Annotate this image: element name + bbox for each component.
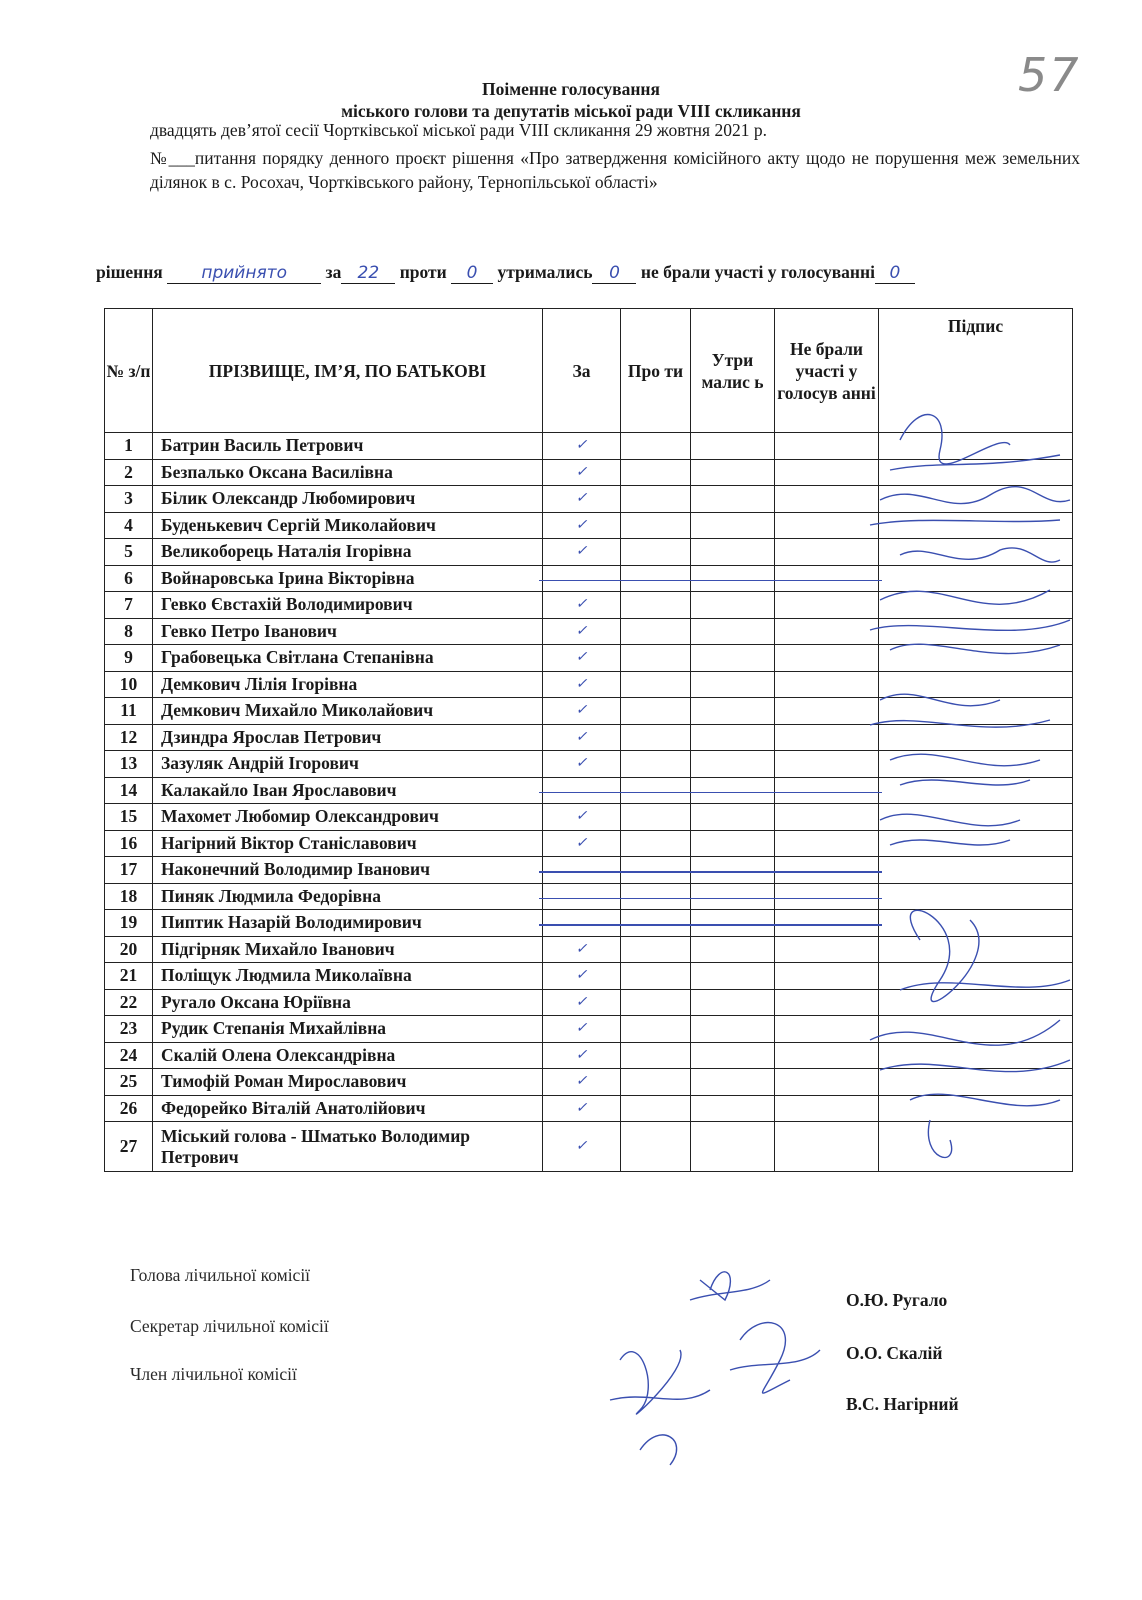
- vote-against-cell: [621, 698, 691, 725]
- row-number: 18: [105, 883, 153, 910]
- vote-against-cell: [621, 512, 691, 539]
- check-mark-icon: ✓: [575, 703, 588, 719]
- row-number: 17: [105, 857, 153, 884]
- row-number: 14: [105, 777, 153, 804]
- member-name: Гевко Петро Іванович: [153, 618, 543, 645]
- check-mark-icon: ✓: [575, 1074, 588, 1090]
- row-number: 23: [105, 1016, 153, 1043]
- absent-strike-line: [539, 898, 624, 900]
- vote-against-cell: [621, 1042, 691, 1069]
- vote-for-cell: [543, 1016, 621, 1043]
- row-number: 2: [105, 459, 153, 486]
- member-name: Гевко Євстахій Володимирович: [153, 592, 543, 619]
- vote-against-cell: [621, 857, 691, 884]
- vote-abstained-cell: [691, 857, 775, 884]
- vote-for-cell: [543, 1069, 621, 1096]
- member-name: Поліщук Людмила Миколаївна: [153, 963, 543, 990]
- signature-scribbles: [860, 400, 1080, 1180]
- vote-for-cell: [543, 645, 621, 672]
- vote-against-cell: [621, 804, 691, 831]
- abstained-label: утримались: [497, 262, 593, 282]
- vote-abstained-cell: [691, 936, 775, 963]
- not-voted-label: не брали участі у голосуванні: [640, 262, 875, 282]
- absent-strike-line: [539, 792, 624, 794]
- absent-strike-line: [617, 871, 694, 873]
- check-mark-icon: ✓: [575, 597, 588, 613]
- member-name: Міський голова - Шматько Володимир Петрович: [153, 1122, 543, 1172]
- vote-abstained-cell: [691, 1042, 775, 1069]
- vote-against-cell: [621, 1069, 691, 1096]
- member-name: В.С. Нагірний: [846, 1394, 959, 1414]
- absent-strike-line: [617, 924, 694, 926]
- vote-for-cell: [543, 910, 621, 937]
- page-number: 57: [1018, 48, 1081, 102]
- document-title: [0, 78, 1142, 122]
- vote-abstained-cell: [691, 433, 775, 460]
- vote-against-cell: [621, 1122, 691, 1172]
- absent-strike-line: [687, 871, 778, 873]
- row-number: 15: [105, 804, 153, 831]
- member-name: Безпалько Оксана Василівна: [153, 459, 543, 486]
- secretary-label: Секретар лічильної комісії: [130, 1316, 329, 1336]
- vote-against-cell: [621, 830, 691, 857]
- member-label: Член лічильної комісії: [130, 1364, 297, 1384]
- member-name: Пиняк Людмила Федорівна: [153, 883, 543, 910]
- row-number: 11: [105, 698, 153, 725]
- absent-strike-line: [617, 898, 694, 900]
- check-mark-icon: ✓: [575, 729, 588, 745]
- vote-abstained-cell: [691, 512, 775, 539]
- vote-abstained-cell: [691, 751, 775, 778]
- vote-abstained-cell: [691, 486, 775, 513]
- member-name: Демкович Михайло Миколайович: [153, 698, 543, 725]
- member-name: Рудик Степанія Михайлівна: [153, 1016, 543, 1043]
- decision-label: рішення: [96, 262, 163, 282]
- secretary-name: О.О. Скалій: [846, 1343, 943, 1363]
- absent-strike-line: [687, 580, 778, 582]
- member-name: Ругало Оксана Юріївна: [153, 989, 543, 1016]
- vote-for-cell: [543, 963, 621, 990]
- session-line: двадцять дев’ятої сесії Чортківської міської ради VIII скликання 29 жовтня 2021 р.: [150, 120, 767, 140]
- row-number: 8: [105, 618, 153, 645]
- vote-abstained-cell: [691, 459, 775, 486]
- vote-for-cell: [543, 592, 621, 619]
- vote-against-cell: [621, 724, 691, 751]
- row-number: 3: [105, 486, 153, 513]
- vote-against-cell: [621, 1016, 691, 1043]
- vote-against-cell: [621, 936, 691, 963]
- row-number: 26: [105, 1095, 153, 1122]
- vote-against-cell: [621, 565, 691, 592]
- member-name: Войнаровська Ірина Вікторівна: [153, 565, 543, 592]
- row-number: 7: [105, 592, 153, 619]
- row-number: 12: [105, 724, 153, 751]
- absent-strike-line: [617, 580, 694, 582]
- absent-strike-line: [687, 924, 778, 926]
- member-name: Демкович Лілія Ігорівна: [153, 671, 543, 698]
- member-name: Махомет Любомир Олександрович: [153, 804, 543, 831]
- vote-against-cell: [621, 618, 691, 645]
- vote-for-cell: [543, 1122, 621, 1172]
- member-name: Підгірняк Михайло Іванович: [153, 936, 543, 963]
- agenda-question: №___питання порядку денного проєкт рішення «Про затвердження комісійного акту щодо не порушення меж земельних ділянок в с. Росохач, Чортківського району, Тернопільської області»: [150, 148, 1080, 192]
- against-value: 0: [451, 263, 493, 284]
- check-mark-icon: ✓: [575, 544, 588, 560]
- abstained-value: 0: [592, 263, 636, 284]
- vote-for-cell: [543, 857, 621, 884]
- vote-against-cell: [621, 1095, 691, 1122]
- vote-abstained-cell: [691, 671, 775, 698]
- header-num: № з/п: [105, 309, 153, 433]
- vote-abstained-cell: [691, 645, 775, 672]
- for-value: 22: [341, 263, 395, 284]
- row-number: 4: [105, 512, 153, 539]
- check-mark-icon: ✓: [575, 438, 588, 454]
- check-mark-icon: ✓: [575, 464, 588, 480]
- vote-abstained-cell: [691, 989, 775, 1016]
- member-name: Калакайло Іван Ярославович: [153, 777, 543, 804]
- member-name: Грабовецька Світлана Степанівна: [153, 645, 543, 672]
- chair-label: Голова лічильної комісії: [130, 1265, 311, 1285]
- member-name: Тимофій Роман Мирославович: [153, 1069, 543, 1096]
- for-label: за: [325, 262, 342, 282]
- check-mark-icon: ✓: [575, 994, 588, 1010]
- member-name: Скалій Олена Олександрівна: [153, 1042, 543, 1069]
- header-abstained: Утри малис ь: [691, 309, 775, 433]
- vote-for-cell: [543, 459, 621, 486]
- check-mark-icon: ✓: [575, 809, 588, 825]
- header-signature: Підпис: [879, 309, 1073, 433]
- check-mark-icon: ✓: [575, 1139, 588, 1154]
- member-name: Федорейко Віталій Анатолійович: [153, 1095, 543, 1122]
- title-line-2: міського голови та депутатів міської ради VIII скликання: [341, 101, 801, 121]
- vote-against-cell: [621, 539, 691, 566]
- vote-abstained-cell: [691, 698, 775, 725]
- header-not-voted: Не брали участі у голосув анні: [775, 309, 879, 433]
- against-label: проти: [399, 262, 447, 282]
- vote-for-cell: [543, 777, 621, 804]
- check-mark-icon: ✓: [575, 941, 588, 957]
- row-number: 10: [105, 671, 153, 698]
- vote-for-cell: [543, 804, 621, 831]
- vote-for-cell: [543, 751, 621, 778]
- vote-against-cell: [621, 883, 691, 910]
- not-voted-value: 0: [875, 263, 915, 284]
- check-mark-icon: ✓: [575, 517, 588, 533]
- vote-for-cell: [543, 512, 621, 539]
- vote-abstained-cell: [691, 910, 775, 937]
- member-name: Великоборець Наталія Ігорівна: [153, 539, 543, 566]
- vote-abstained-cell: [691, 1122, 775, 1172]
- row-number: 16: [105, 830, 153, 857]
- vote-for-cell: [543, 1042, 621, 1069]
- check-mark-icon: ✓: [575, 1100, 588, 1116]
- row-number: 27: [105, 1122, 153, 1172]
- vote-against-cell: [621, 671, 691, 698]
- vote-against-cell: [621, 433, 691, 460]
- vote-abstained-cell: [691, 963, 775, 990]
- vote-against-cell: [621, 989, 691, 1016]
- vote-for-cell: [543, 486, 621, 513]
- vote-for-cell: [543, 830, 621, 857]
- vote-against-cell: [621, 459, 691, 486]
- vote-abstained-cell: [691, 1016, 775, 1043]
- member-name: Білик Олександр Любомирович: [153, 486, 543, 513]
- check-mark-icon: ✓: [575, 1047, 588, 1063]
- row-number: 21: [105, 963, 153, 990]
- vote-for-cell: [543, 565, 621, 592]
- vote-abstained-cell: [691, 830, 775, 857]
- vote-for-cell: [543, 883, 621, 910]
- title-line-1: Поіменне голосування: [482, 79, 660, 99]
- vote-abstained-cell: [691, 1069, 775, 1096]
- vote-for-cell: [543, 539, 621, 566]
- check-mark-icon: ✓: [575, 650, 588, 666]
- member-name: Дзиндра Ярослав Петрович: [153, 724, 543, 751]
- absent-strike-line: [539, 871, 624, 873]
- vote-for-cell: [543, 433, 621, 460]
- vote-abstained-cell: [691, 592, 775, 619]
- vote-against-cell: [621, 910, 691, 937]
- check-mark-icon: ✓: [575, 756, 588, 772]
- vote-abstained-cell: [691, 565, 775, 592]
- vote-abstained-cell: [691, 618, 775, 645]
- vote-against-cell: [621, 645, 691, 672]
- vote-abstained-cell: [691, 883, 775, 910]
- vote-for-cell: [543, 724, 621, 751]
- absent-strike-line: [617, 792, 694, 794]
- check-mark-icon: ✓: [575, 835, 588, 851]
- absent-strike-line: [539, 580, 624, 582]
- absent-strike-line: [687, 792, 778, 794]
- member-name: Батрин Василь Петрович: [153, 433, 543, 460]
- member-name: Пиптик Назарій Володимирович: [153, 910, 543, 937]
- check-mark-icon: ✓: [575, 1021, 588, 1037]
- vote-for-cell: [543, 989, 621, 1016]
- vote-against-cell: [621, 592, 691, 619]
- absent-strike-line: [539, 924, 624, 926]
- row-number: 9: [105, 645, 153, 672]
- check-mark-icon: ✓: [575, 491, 588, 507]
- decision-value: прийнято: [167, 263, 321, 284]
- vote-abstained-cell: [691, 777, 775, 804]
- vote-for-cell: [543, 618, 621, 645]
- vote-for-cell: [543, 1095, 621, 1122]
- row-number: 25: [105, 1069, 153, 1096]
- row-number: 22: [105, 989, 153, 1016]
- vote-for-cell: [543, 671, 621, 698]
- header-name: ПРІЗВИЩЕ, ІМ’Я, ПО БАТЬКОВІ: [153, 309, 543, 433]
- vote-against-cell: [621, 963, 691, 990]
- member-name: Буденькевич Сергій Миколайович: [153, 512, 543, 539]
- check-mark-icon: ✓: [575, 623, 588, 639]
- vote-for-cell: [543, 698, 621, 725]
- check-mark-icon: ✓: [575, 968, 588, 984]
- header-against: Про ти: [621, 309, 691, 433]
- header-for: За: [543, 309, 621, 433]
- member-name: Наконечний Володимир Іванович: [153, 857, 543, 884]
- vote-abstained-cell: [691, 539, 775, 566]
- row-number: 5: [105, 539, 153, 566]
- vote-abstained-cell: [691, 1095, 775, 1122]
- row-number: 1: [105, 433, 153, 460]
- absent-strike-line: [687, 898, 778, 900]
- member-name: Зазуляк Андрій Ігорович: [153, 751, 543, 778]
- vote-against-cell: [621, 751, 691, 778]
- row-number: 13: [105, 751, 153, 778]
- member-name: Нагірний Віктор Станіславович: [153, 830, 543, 857]
- row-number: 24: [105, 1042, 153, 1069]
- vote-against-cell: [621, 486, 691, 513]
- vote-against-cell: [621, 777, 691, 804]
- commission-signatures: [600, 1250, 840, 1480]
- vote-abstained-cell: [691, 724, 775, 751]
- row-number: 6: [105, 565, 153, 592]
- row-number: 20: [105, 936, 153, 963]
- check-mark-icon: ✓: [575, 676, 588, 692]
- vote-result-line: [96, 262, 1076, 284]
- vote-abstained-cell: [691, 804, 775, 831]
- row-number: 19: [105, 910, 153, 937]
- vote-for-cell: [543, 936, 621, 963]
- chair-name: О.Ю. Ругало: [846, 1290, 948, 1310]
